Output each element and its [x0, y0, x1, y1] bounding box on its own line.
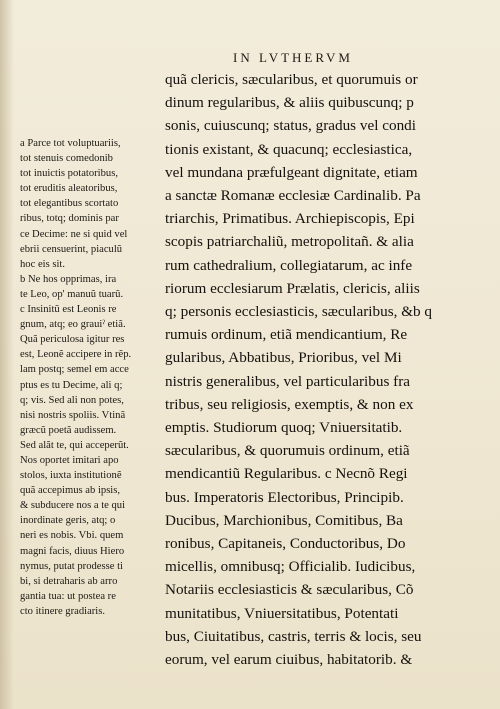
margin-note-line: Quã periculosa igitur res [20, 334, 125, 346]
text-line: triarchis, Primatibus. Archiepiscopis, Epi [165, 210, 415, 228]
margin-note-line: te Leo, op' manuũ tuarũ. [20, 288, 124, 300]
text-line: munitatibus, Vniuersitatibus, Potentati [165, 604, 399, 622]
text-line: gularibus, Abbatibus, Prioribus, vel Mi [165, 349, 402, 367]
text-line: emptis. Studiorum quoq; Vniuersitatib. [165, 419, 403, 437]
marginal-notes [20, 136, 160, 619]
margin-note-line: nymus, putat prodesse ti [20, 560, 123, 572]
margin-note-line: cto itinere gradiaris. [20, 605, 106, 617]
margin-note-line: ribus, totq; dominis par [20, 213, 119, 225]
margin-note-line: a Parce tot voluptuariis, [20, 138, 121, 149]
text-line: Ducibus, Marchionibus, Comitibus, Ba [165, 511, 403, 529]
margin-note-line: est, Leonẽ accipere in rẽp. [20, 349, 132, 361]
margin-note-line: magni facis, diuus Hiero [20, 545, 125, 557]
text-line: mendicantiũ Regularibus. c Necnõ Regi [165, 465, 408, 483]
running-head: IN LVTHERVM [233, 50, 353, 65]
margin-note-line: ptus es tu Decime, ali q; [20, 379, 123, 391]
text-line: quã clericis, sæcularibus, et quorumuis or [165, 71, 418, 88]
text-line: nistris generalibus, vel particularibus fra [165, 372, 411, 390]
text-line: Notariis ecclesiasticis & sæcularibus, Cõ [165, 581, 414, 599]
text-line: bus, Ciuitatibus, castris, terris & locis, seu [165, 627, 422, 645]
margin-note-line: hoc eis sit. [20, 258, 66, 270]
margin-note-line: inordinate geris, atq; o [20, 515, 116, 527]
text-line: scopis patriarchaliũ, metropolitañ. & alia [165, 233, 414, 251]
margin-note-line: lam postq; semel em acce [20, 364, 129, 376]
margin-note-line: tot elegantibus scortato [20, 198, 119, 210]
margin-note-line: bi, si detraharis ab arro [20, 575, 118, 587]
margin-note-line: græcũ poetã audissem. [20, 424, 117, 436]
margin-note-line: gnum, atq; eo grauiˀ etiã. [20, 319, 126, 331]
margin-note-line: quã accepimus ab ipsis, [20, 485, 121, 497]
margin-note-line: Sed alãt te, qui acceperũt. [20, 439, 129, 451]
text-line: vel mundana præfulgeant dignitate, etiam [165, 163, 418, 181]
text-line: rum cathedralium, collegiatarum, ac infe [165, 256, 413, 274]
margin-note-line: Nos oportet imitari apo [20, 454, 119, 466]
margin-note-line: q; vis. Sed ali non potes, [20, 394, 124, 406]
margin-note-line: neri es nobis. Vbi. quem [20, 530, 124, 542]
text-line: a sanctæ Romanæ ecclesiæ Cardinalib. Pa [165, 187, 421, 205]
text-line: bus. Imperatoris Electoribus, Principib. [165, 488, 404, 506]
margin-note-line: tot stenuis comedonib [20, 153, 113, 165]
main-text-block [165, 68, 475, 671]
text-line: tionis existant, & quacunq; ecclesiastica, [165, 140, 413, 158]
margin-note-line: c Insinitũ est Leonis re [20, 304, 117, 316]
margin-note-line: stolos, iuxta institutionẽ [20, 470, 122, 482]
text-line: q; personis ecclesiasticis, sæcularibus, &b q [165, 303, 432, 321]
margin-note-line: tot inuictis potatoribus, [20, 168, 118, 180]
margin-note-line: b Ne hos opprimas, ira [20, 273, 117, 285]
text-line: riorum ecclesiarum Prælatis, clericis, aliis [165, 279, 420, 297]
text-line: micellis, omnibusq; Officialib. Iudicibus, [165, 558, 416, 576]
margin-note-line: & subducere nos a te qui [20, 500, 126, 512]
text-line: tribus, seu religiosis, exemptis, & non ex [165, 395, 414, 413]
text-line: rumuis ordinum, etiã mendicantium, Re [165, 326, 408, 344]
margin-note-line: ebrii censuerint, piaculũ [20, 243, 123, 255]
text-line: dinum regularibus, & aliis quibuscunq; p [165, 94, 414, 112]
margin-note-line: gantia tua: ut postea re [20, 590, 116, 602]
margin-note-line: ce Decime: ne si quid vel [20, 228, 128, 240]
gutter-shadow [0, 0, 14, 709]
text-line: sonis, cuiuscunq; status, gradus vel condi [165, 117, 416, 135]
text-line: ronibus, Capitaneis, Conductoribus, Do [165, 535, 406, 553]
margin-note-line: tot eruditis aleatoribus, [20, 183, 118, 195]
margin-note-line: nisi nostris spoliis. Vtinã [20, 409, 126, 421]
text-line: eorum, vel earum ciuibus, habitatorib. & [165, 651, 413, 669]
text-line: sæcularibus, & quorumuis ordinum, etiã [165, 442, 410, 460]
